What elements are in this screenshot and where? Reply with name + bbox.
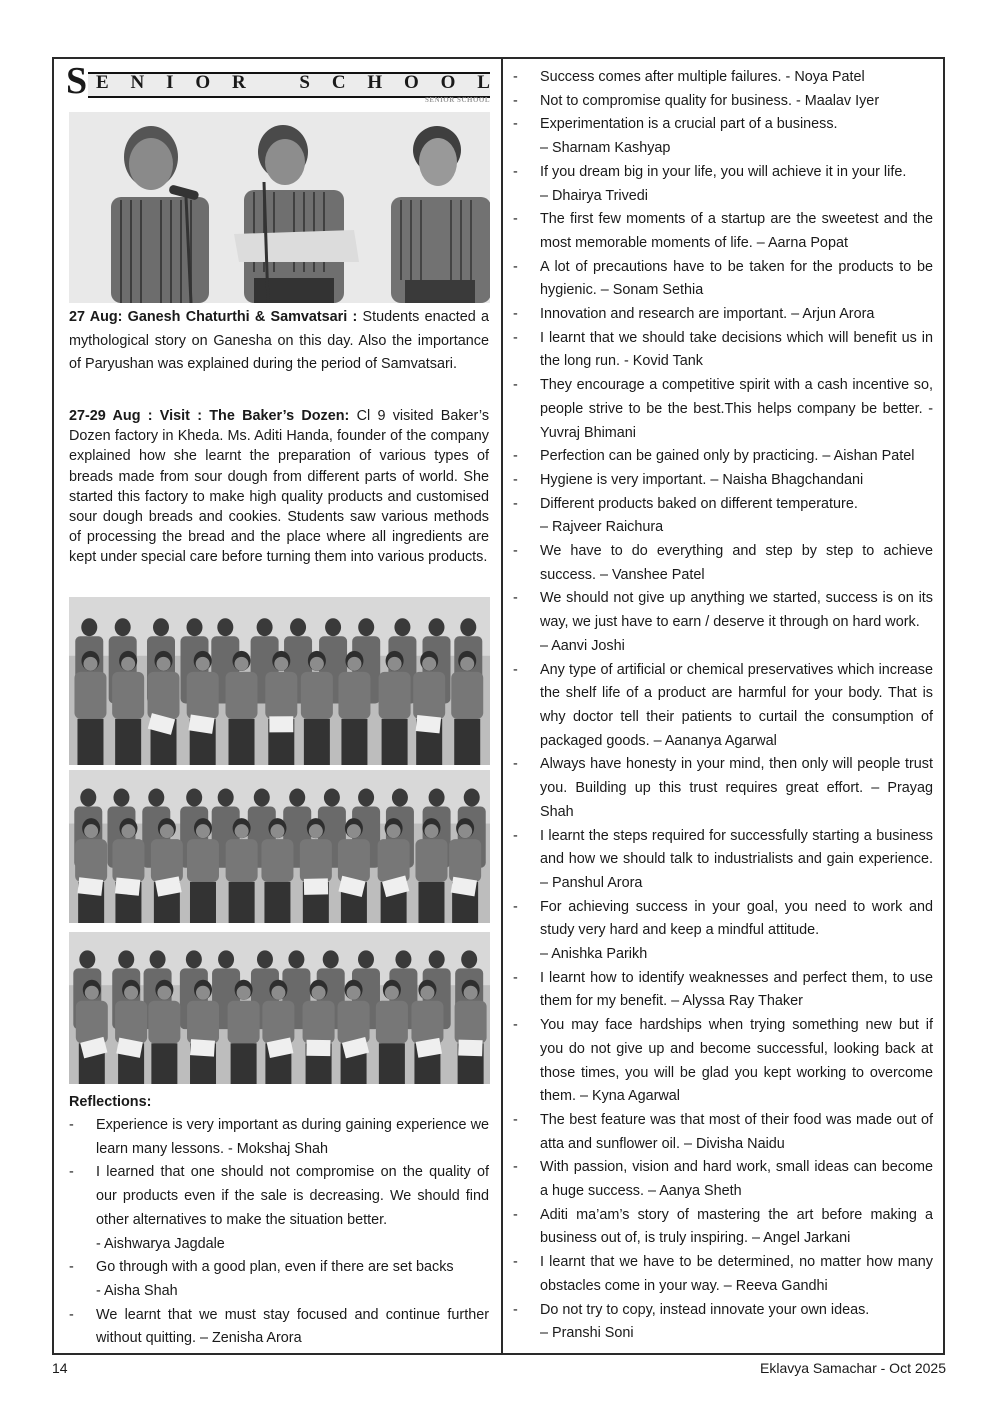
reflection-text: With passion, vision and hard work, small ideas can become a huge success. – Aanya Sheth [540, 1159, 933, 1200]
reflection-item [513, 1109, 933, 1156]
bullet-dash: - [513, 1111, 518, 1128]
bullet-dash: - [513, 590, 518, 607]
bullet-dash: - [513, 1254, 518, 1271]
bullet-dash: - [513, 969, 518, 986]
event-ganesh-chaturthi [69, 306, 489, 377]
person-shirt [261, 839, 293, 882]
bullet-dash: - [513, 329, 518, 346]
bullet-dash: - [69, 1117, 74, 1133]
person-face [235, 824, 249, 838]
person-head [392, 789, 408, 807]
person-face [196, 986, 210, 1000]
reflection-text: If you dream big in your life, you will achieve it in your life. [540, 163, 907, 180]
person-face [464, 986, 478, 1000]
reflection-text: Perfection can be gained only by practicing. – Aishan Patel [540, 448, 915, 465]
person-face [310, 657, 324, 671]
reflection-text: Different products baked on different temperature. [540, 495, 858, 512]
person-face [387, 824, 401, 838]
photo-students-speaking [69, 112, 490, 303]
reflection-text: The first few moments of a startup are the sweetest and the most memorable moments of life. – Aarna Popat [540, 211, 933, 251]
reflection-text: I learnt that we have to be determined, no matter how many obstacles come in your way. – Reeva Gandhi [540, 1254, 933, 1294]
person-shirt [187, 1001, 219, 1044]
person-shirt [74, 672, 106, 719]
bullet-dash: - [513, 211, 518, 228]
person-head [323, 950, 339, 968]
person-head [257, 618, 273, 636]
reflection-text: Aditi ma’am’s story of mastering the art before making a business out of, is truly inspiring. – Angel Jarkani [540, 1206, 933, 1247]
person-head [257, 950, 273, 968]
person-head [150, 950, 166, 968]
reflection-item [513, 1156, 933, 1203]
reflection-text: A lot of precautions have to be taken for the products to be hygienic. – Sonam Sethia [540, 258, 933, 299]
reflection-item [69, 1161, 489, 1256]
bullet-dash: - [513, 1017, 518, 1034]
certificate [306, 1040, 330, 1056]
reflection-author: - Aishwarya Jagdale [96, 1235, 225, 1252]
person-shirt [338, 839, 370, 882]
person-shirt [455, 1001, 487, 1044]
bullet-dash: - [513, 306, 518, 323]
bullet-dash: - [513, 69, 518, 85]
person-head [80, 789, 96, 807]
reflection-item [513, 445, 933, 469]
person-shirt [148, 672, 180, 719]
person-face [274, 657, 288, 671]
person-shirt [112, 672, 144, 719]
person-trousers [454, 719, 480, 765]
person-head [288, 950, 304, 968]
person-face [347, 657, 361, 671]
bullet-dash: - [513, 116, 518, 133]
person-trousers [304, 719, 330, 765]
reflection-item [513, 659, 933, 754]
person-trousers [379, 1043, 405, 1084]
bullet-dash: - [513, 495, 518, 512]
person-head [115, 618, 131, 636]
person-head [395, 950, 411, 968]
person-trousers [229, 719, 255, 765]
person-head [464, 789, 480, 807]
photo-group-3 [69, 932, 490, 1084]
reflection-item [513, 66, 933, 90]
person-head [113, 789, 129, 807]
person-shirt [379, 672, 411, 719]
person-shirt [187, 672, 219, 719]
person-head [428, 618, 444, 636]
reflection-item [513, 540, 933, 587]
person-face [196, 824, 210, 838]
person-head [254, 789, 270, 807]
person-shirt [411, 1001, 443, 1044]
certificate [416, 715, 442, 733]
bullet-dash: - [513, 1301, 518, 1318]
event-title: 27 Aug: Ganesh Chaturthi & Samvatsari : [69, 309, 358, 325]
person-head [118, 950, 134, 968]
bullet-dash: - [513, 163, 518, 180]
heading-letter: O [440, 72, 456, 93]
reflection-item [513, 896, 933, 967]
heading-letter: N [130, 72, 145, 93]
person-head [289, 789, 305, 807]
person-face [124, 986, 138, 1000]
person-shirt [413, 672, 445, 719]
person-face [420, 986, 434, 1000]
person-trousers [190, 882, 216, 923]
heading-letter: O [404, 72, 419, 93]
event-body: Cl 9 visited Baker’s Dozen factory in Kheda. Ms. Aditi Handa, founder of the company explained how she learnt the preparation of various types of breads made from sour dough from different parts of world. She started this factory to make high quality products and customised sour dough breads and cookies. Students saw various methods of processing the bread and the place where all ingredients are kept under special care before turning them into various products. [69, 408, 490, 566]
person-shirt [76, 1001, 108, 1044]
heading-letter: L [477, 72, 490, 93]
person-head [187, 618, 203, 636]
bullet-dash: - [513, 756, 518, 773]
person-face [160, 824, 174, 838]
person-face [424, 824, 438, 838]
person-head [153, 618, 169, 636]
person-shirt [265, 672, 297, 719]
reflection-item [513, 113, 933, 160]
person-face [458, 824, 472, 838]
heading-initial: S [66, 60, 88, 102]
bullet-dash: - [513, 661, 518, 678]
reflection-text: I learnt that we should take decisions which will benefit us in the long run. - Kovid Tank [540, 329, 933, 370]
heading-letters [96, 73, 490, 93]
reflections-list-right [513, 66, 933, 1346]
bullet-dash: - [513, 1206, 518, 1223]
reflection-text: I learnt how to identify weaknesses and perfect them, to use them for my benefit. – Alyssa Ray Thaker [540, 969, 933, 1010]
bullet-dash: - [69, 1164, 74, 1181]
person-head [81, 618, 97, 636]
heading-letter: I [166, 72, 174, 93]
bullet-dash: - [513, 377, 518, 394]
person-shirt [338, 672, 370, 719]
person-head [79, 950, 95, 968]
reflection-item [513, 967, 933, 1014]
reflection-item [513, 327, 933, 374]
heading-full-text: SENIOR SCHOOL [424, 96, 490, 104]
reflections-heading: Reflections: [69, 1094, 152, 1110]
photo-group-2 [69, 770, 490, 923]
bullet-dash: - [69, 1259, 74, 1276]
person-face [388, 657, 402, 671]
reflection-author: – Anishka Parikh [540, 946, 648, 963]
person-shirt [262, 1001, 294, 1044]
heading-letter: H [367, 72, 383, 93]
person-shirt [187, 839, 219, 882]
person-face [85, 986, 99, 1000]
reflection-author: - Aisha Shah [96, 1282, 178, 1299]
reflection-text: Experience is very important as during gaining experience we learn many lessons. - Mokshaj Shah [96, 1117, 489, 1157]
person-shirt [378, 839, 410, 882]
reflection-author: – Rajveer Raichura [540, 519, 664, 536]
person-trousers [229, 882, 255, 923]
reflection-text: They encourage a competitive spirit with a cash incentive so, people strive to be the best.This helps company be better. - Yuvraj Bhimani [540, 377, 933, 441]
person-trousers [418, 882, 444, 923]
reflection-item [69, 1114, 489, 1161]
reflection-text: Any type of artificial or chemical preservatives which increase the shelf life of a product are harmful for your body. That is why doctor tell their patients to curtail the consumption of packaged goods. – Aananya Agarwal [540, 661, 933, 749]
person-head [358, 618, 374, 636]
person-trousers [382, 719, 408, 765]
person-shirt [228, 1001, 260, 1044]
person-face [235, 657, 249, 671]
reflection-item [513, 825, 933, 896]
reflection-author: – Pranshi Soni [540, 1325, 634, 1342]
person-head [325, 618, 341, 636]
reflection-item [513, 374, 933, 445]
reflection-text: Success comes after multiple failures. - Noya Patel [540, 69, 865, 85]
reflection-text: We should not give up anything we started, success is on its way, we just have to earn / deserve it through on hard work. [540, 590, 933, 631]
bullet-dash: - [513, 448, 518, 465]
person-shirt [226, 839, 258, 882]
reflection-text: Go through with a good plan, even if there are set backs [96, 1259, 454, 1276]
column-divider [501, 57, 503, 1355]
person-shirt [451, 672, 483, 719]
person-head [324, 789, 340, 807]
person-face [196, 657, 210, 671]
certificate [269, 716, 293, 732]
reflection-text: Always have honesty in your mind, then only will people trust you. Building up this trust requires great effort. – Prayag Shah [540, 756, 933, 820]
person-shirt [112, 839, 144, 882]
person-head [148, 789, 164, 807]
reflection-item [513, 1014, 933, 1109]
section-heading [66, 60, 490, 104]
reflection-item [513, 1299, 933, 1346]
bullet-dash: - [513, 1159, 518, 1176]
person-shirt [415, 839, 447, 882]
heading-space [268, 73, 278, 93]
certificate [115, 877, 140, 895]
photo-group-1 [69, 597, 490, 765]
person-head [218, 950, 234, 968]
person-face [312, 986, 326, 1000]
reflection-item [69, 1256, 489, 1303]
reflections-list-left [69, 1114, 489, 1351]
person-shirt [303, 1001, 335, 1044]
person-shirt [376, 1001, 408, 1044]
reflection-text: We have to do everything and step by step to achieve success. – Vanshee Patel [540, 543, 933, 583]
person-shirt [300, 839, 332, 882]
person-head [394, 618, 410, 636]
person-face [157, 657, 171, 671]
certificate [458, 1040, 482, 1057]
heading-letter: C [331, 72, 346, 93]
reflection-text: I learnt the steps required for successfully starting a business and how we should talk to industrialists and gain experience. – Panshul Arora [540, 827, 933, 891]
person-shirt [75, 839, 107, 882]
person-head [217, 618, 233, 636]
person-face [309, 824, 323, 838]
reflection-item [513, 587, 933, 658]
person-face [347, 824, 361, 838]
reflection-author: – Sharnam Kashyap [540, 140, 671, 157]
bullet-dash: - [69, 1306, 74, 1323]
heading-letter: R [231, 72, 246, 93]
reflection-text: Do not try to copy, instead innovate your own ideas. [540, 1301, 870, 1318]
reflection-item [513, 208, 933, 255]
person-face [460, 657, 474, 671]
reflection-item [513, 161, 933, 208]
reflection-text: You may face hardships when trying something new but if you do not give up and become successful, looking back at those times, you will be glad you kept working to overcome them. – Kyna Agarwal [540, 1017, 933, 1105]
bullet-dash: - [513, 471, 518, 488]
person-face [347, 986, 361, 1000]
person-head [461, 950, 477, 968]
person-shirt [301, 672, 333, 719]
person-face [237, 986, 251, 1000]
reflection-text: I learned that one should not compromise on the quality of our products even if the sale is decreasing. We should find other alternatives to make the situation better. [96, 1164, 489, 1228]
reflection-text: The best feature was that most of their food was made out of atta and sunflower oil. – Divisha Naidu [540, 1111, 933, 1152]
reflection-text: Experimentation is a crucial part of a business. [540, 116, 838, 133]
person-shirt [449, 839, 481, 882]
reflection-author: – Aanvi Joshi [540, 637, 625, 654]
person-head [186, 950, 202, 968]
certificate [304, 878, 328, 894]
person-trousers [231, 1043, 257, 1084]
person-trousers [115, 719, 141, 765]
person-face [385, 986, 399, 1000]
reflection-text: Hygiene is very important. – Naisha Bhagchandani [540, 471, 864, 488]
reflection-item [513, 256, 933, 303]
person-head [358, 789, 374, 807]
person-head [290, 618, 306, 636]
heading-letter: O [195, 72, 211, 93]
person-face [270, 824, 284, 838]
person-face [121, 657, 135, 671]
reflection-item [513, 1204, 933, 1251]
bullet-dash: - [513, 92, 518, 109]
reflection-text: Innovation and research are important. – Arjun Arora [540, 306, 875, 323]
reflection-item [513, 469, 933, 493]
person-trousers [151, 1043, 177, 1084]
reflection-item [513, 753, 933, 824]
person-shirt [338, 1001, 370, 1044]
certificate [190, 1039, 215, 1057]
reflection-text: We learnt that we must stay focused and continue further without quitting. – Zenisha Arora [96, 1306, 489, 1347]
person-face [271, 986, 285, 1000]
reflection-item [513, 493, 933, 540]
heading-letter: E [96, 72, 109, 93]
person-head [429, 950, 445, 968]
person-trousers [77, 719, 103, 765]
page-number: 14 [52, 1360, 68, 1376]
publication-footer: Eklavya Samachar - Oct 2025 [760, 1360, 946, 1376]
person-face [121, 824, 135, 838]
event-body: Students enacted a mythological story on Ganesha on this day. Also the importance of Paryushan was explained during the period of Samvatsari. [69, 309, 490, 372]
person-shirt [226, 672, 258, 719]
person-head [460, 618, 476, 636]
reflection-text: Not to compromise quality for business. - Maalav Iyer [540, 92, 880, 109]
person-shirt [115, 1001, 147, 1044]
person-head [218, 789, 234, 807]
heading-letter: S [299, 72, 310, 93]
person-face [84, 824, 98, 838]
person-face [422, 657, 436, 671]
bullet-dash: - [513, 827, 518, 844]
event-title: 27-29 Aug : Visit : The Baker’s Dozen: [69, 408, 350, 424]
bullet-dash: - [513, 543, 518, 560]
person-head [358, 950, 374, 968]
person-shirt [148, 1001, 180, 1044]
reflection-item [513, 1251, 933, 1298]
reflection-item [513, 303, 933, 327]
person-face [157, 986, 171, 1000]
person-shirt [151, 839, 183, 882]
person-face [83, 657, 97, 671]
person-trousers [264, 882, 290, 923]
reflection-item [513, 90, 933, 114]
reflection-item [69, 1304, 489, 1351]
reflection-text: For achieving success in your goal, you need to work and study very hard and keep a mindful attitude. [540, 898, 933, 939]
event-bakers-dozen-visit [69, 406, 489, 568]
person-head [186, 789, 202, 807]
person-trousers [341, 719, 367, 765]
bullet-dash: - [513, 258, 518, 275]
certificate [77, 877, 103, 896]
reflection-author: – Dhairya Trivedi [540, 187, 648, 204]
person-head [429, 789, 445, 807]
bullet-dash: - [513, 898, 518, 915]
